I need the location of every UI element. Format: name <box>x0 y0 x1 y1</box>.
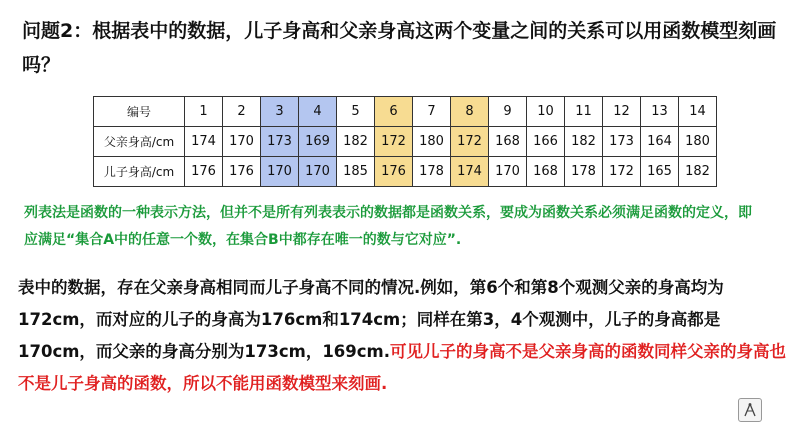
cell-father-10: 166 <box>527 127 565 157</box>
row-label-id: 编号 <box>94 97 185 127</box>
cell-son-12: 172 <box>603 157 641 187</box>
cell-son-7: 178 <box>413 157 451 187</box>
cell-son-14: 182 <box>679 157 717 187</box>
function-definition-note: 列表法是函数的一种表示方法，但并不是所有列表表示的数据都是函数关系，要成为函数关系必须满足函数的定义，即应满足“集合A中的任意一个数，在集合B中都存在唯一的数与它对应”. <box>24 205 752 248</box>
cell-id-10: 10 <box>527 97 565 127</box>
cell-son-9: 170 <box>489 157 527 187</box>
cell-id-9: 9 <box>489 97 527 127</box>
cell-son-8: 174 <box>451 157 489 187</box>
height-data-table <box>93 96 717 187</box>
cell-son-4: 170 <box>299 157 337 187</box>
cell-father-1: 174 <box>185 127 223 157</box>
table-row-father <box>94 127 717 157</box>
question-title: 问题2：根据表中的数据，儿子身高和父亲身高这两个变量之间的关系可以用函数模型刻画吗？ <box>22 20 777 76</box>
table-row-son <box>94 157 717 187</box>
cell-son-11: 178 <box>565 157 603 187</box>
cell-father-9: 168 <box>489 127 527 157</box>
cell-id-3: 3 <box>261 97 299 127</box>
cell-id-2: 2 <box>223 97 261 127</box>
cell-id-11: 11 <box>565 97 603 127</box>
compass-icon-glyph <box>742 402 758 418</box>
cell-father-14: 180 <box>679 127 717 157</box>
row-label-son: 儿子身高/cm <box>94 157 185 187</box>
cell-id-6: 6 <box>375 97 413 127</box>
cell-id-8: 8 <box>451 97 489 127</box>
explanation-red-conclusion: 可见儿子的身高不是父亲身高的函数同样父亲的身高也不是儿子身高的函数，所以不能用函数模型来刻画. <box>18 342 787 393</box>
row-label-father: 父亲身高/cm <box>94 127 185 157</box>
cell-son-6: 176 <box>375 157 413 187</box>
explanation-black-text: 表中的数据，存在父亲身高相同而儿子身高不同的情况.例如，第6个和第8个观测父亲的身高均为172cm，而对应的儿子的身高为176cm和174cm；同样在第3，4个观测中，儿子的身高都是170cm，而父亲的身高分别为173cm，169cm. <box>18 278 724 361</box>
cell-son-2: 176 <box>223 157 261 187</box>
cell-father-4: 169 <box>299 127 337 157</box>
cell-id-1: 1 <box>185 97 223 127</box>
cell-son-13: 165 <box>641 157 679 187</box>
cell-father-5: 182 <box>337 127 375 157</box>
explanation-paragraph <box>18 272 788 400</box>
cell-father-11: 182 <box>565 127 603 157</box>
cell-father-6: 172 <box>375 127 413 157</box>
cell-son-3: 170 <box>261 157 299 187</box>
cell-id-13: 13 <box>641 97 679 127</box>
compass-icon[interactable] <box>738 398 762 422</box>
cell-son-1: 176 <box>185 157 223 187</box>
cell-father-2: 170 <box>223 127 261 157</box>
table-row-ids <box>94 97 717 127</box>
cell-son-10: 168 <box>527 157 565 187</box>
cell-father-13: 164 <box>641 127 679 157</box>
cell-father-8: 172 <box>451 127 489 157</box>
cell-id-14: 14 <box>679 97 717 127</box>
cell-father-12: 173 <box>603 127 641 157</box>
cell-son-5: 185 <box>337 157 375 187</box>
cell-father-7: 180 <box>413 127 451 157</box>
cell-father-3: 173 <box>261 127 299 157</box>
cell-id-5: 5 <box>337 97 375 127</box>
cell-id-7: 7 <box>413 97 451 127</box>
cell-id-12: 12 <box>603 97 641 127</box>
cell-id-4: 4 <box>299 97 337 127</box>
